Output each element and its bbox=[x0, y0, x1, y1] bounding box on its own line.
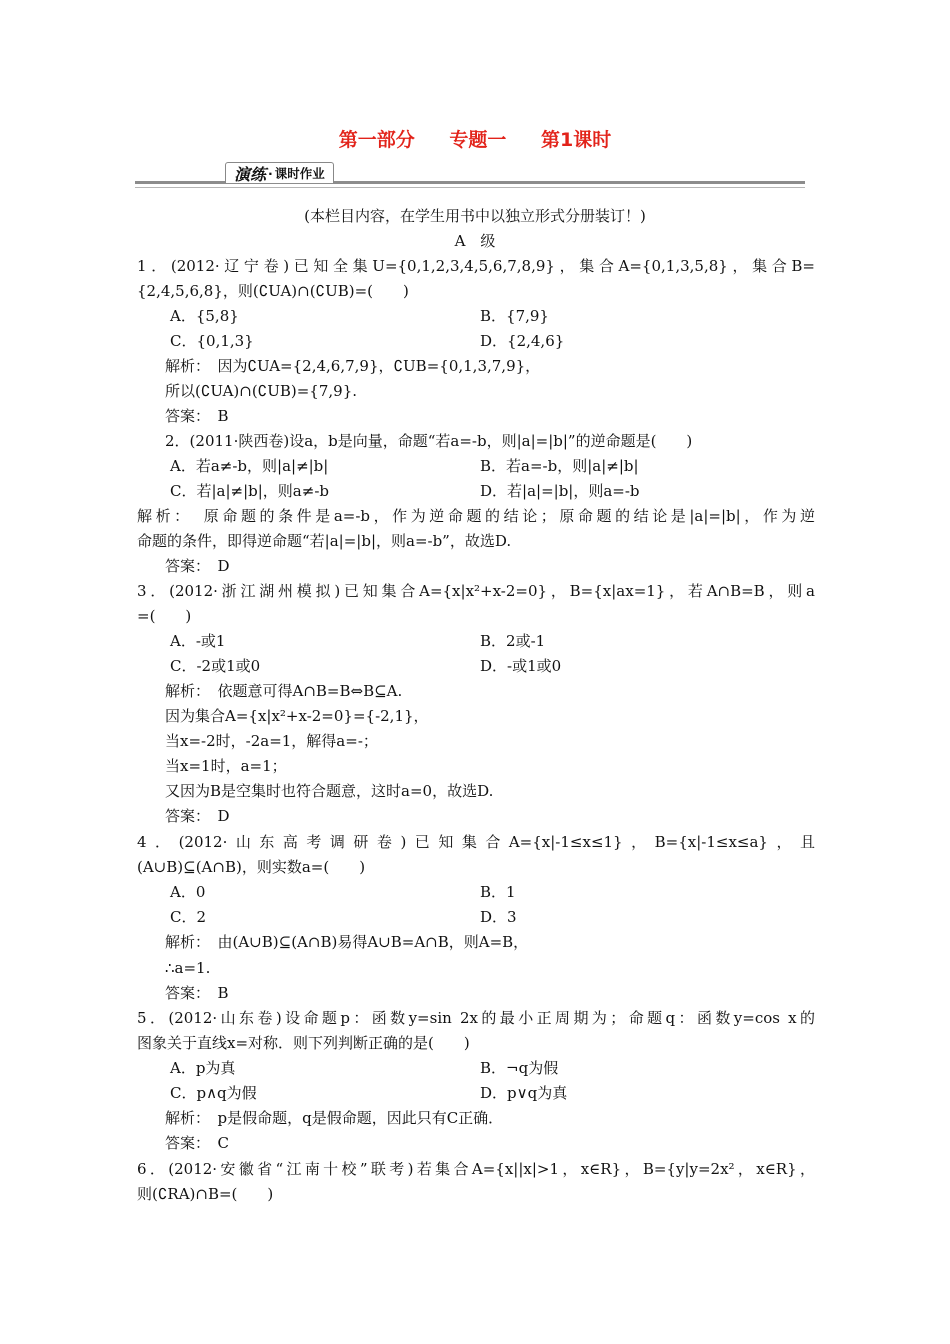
answer-option: C．若|a|≠|b|，则a≠-b bbox=[170, 482, 329, 500]
text-line: 2．(2011·陕西卷)设a，b是向量，命题“若a=-b，则|a|=|b|”的逆命题是( ) bbox=[165, 432, 693, 450]
text-line: 3．(2012·浙江湖州模拟)已知集合A={x|x²+x-2=0}，B={x|ax=1}，若A∩B=B，则a bbox=[137, 582, 815, 600]
text-line: 6．(2012·安徽省“江南十校”联考)若集合A={x||x|>1，x∈R}，B={y|y=2x²，x∈R}， bbox=[137, 1160, 815, 1178]
text-line: 解析： 依题意可得A∩B=B⇔B⊆A. bbox=[165, 682, 403, 700]
text-line: ∴a=1. bbox=[165, 959, 211, 977]
text-line: {2,4,5,6,8}，则(∁UA)∩(∁UB)=( ) bbox=[137, 282, 409, 300]
text-line: 解析： 由(A∪B)⊆(A∩B)易得A∪B=A∩B，则A=B， bbox=[165, 933, 529, 951]
answer-option: C．p∧q为假 bbox=[170, 1084, 257, 1102]
text-line: 又因为B是空集时也符合题意，这时a=0，故选D. bbox=[165, 782, 494, 800]
answer-option: D．-或1或0 bbox=[480, 657, 562, 675]
answer-option: C．2 bbox=[170, 908, 207, 926]
answer-option: B．{7,9} bbox=[480, 307, 549, 325]
text-line: 解析： 因为∁UA={2,4,6,7,9}，∁UB={0,1,3,7,9}， bbox=[165, 357, 541, 375]
answer-option: D．若|a|=|b|，则a=-b bbox=[480, 482, 640, 500]
answer-option: D．3 bbox=[480, 908, 517, 926]
text-line: 答案： B bbox=[165, 407, 229, 425]
binding-note: (本栏目内容，在学生用书中以独立形式分册装订！) bbox=[304, 207, 646, 225]
text-line: 解析： 原命题的条件是a=-b，作为逆命题的结论；原命题的结论是|a|=|b|，作为逆 bbox=[137, 507, 815, 525]
banner-script: 演练 bbox=[234, 164, 267, 184]
answer-option: D．{2,4,6} bbox=[480, 332, 565, 350]
title-part: 第一部分 bbox=[338, 129, 415, 151]
banner-dot: · bbox=[268, 165, 273, 181]
text-line: 答案： C bbox=[165, 1134, 229, 1152]
text-line: (A∪B)⊆(A∩B)，则实数a=( ) bbox=[137, 858, 366, 876]
text-line: 解析： p是假命题，q是假命题，因此只有C正确． bbox=[165, 1109, 504, 1127]
answer-option: A．-或1 bbox=[170, 632, 226, 650]
text-line: 4．(2012·山东高考调研卷)已知集合A={x|-1≤x≤1}，B={x|-1≤x≤a}，且 bbox=[137, 833, 815, 851]
level-heading: A 级 bbox=[454, 232, 496, 250]
text-line: 图象关于直线x=对称．则下列判断正确的是( ) bbox=[137, 1034, 470, 1052]
answer-option: A．0 bbox=[170, 883, 206, 901]
text-line: 答案： B bbox=[165, 984, 229, 1002]
text-line: 则(∁RA)∩B=( ) bbox=[137, 1185, 274, 1203]
answer-option: B．¬q为假 bbox=[480, 1059, 559, 1077]
answer-option: B．若a=-b，则|a|≠|b| bbox=[480, 457, 639, 475]
banner-rule-thin bbox=[135, 187, 805, 188]
text-line: 5．(2012·山东卷)设命题p：函数y=sin 2x的最小正周期为；命题q：函数y=cos x的 bbox=[137, 1009, 815, 1027]
answer-option: A．若a≠-b，则|a|≠|b| bbox=[170, 457, 329, 475]
banner-label: 课时作业 bbox=[274, 166, 325, 181]
answer-option: C．-2或1或0 bbox=[170, 657, 261, 675]
answer-option: A．p为真 bbox=[170, 1059, 236, 1077]
text-line: 当x=1时，a=1； bbox=[165, 757, 287, 775]
answer-option: C．{0,1,3} bbox=[170, 332, 254, 350]
title-lesson: 第1课时 bbox=[541, 129, 612, 151]
text-line: 当x=-2时，-2a=1，解得a=-； bbox=[165, 732, 378, 750]
banner-tab bbox=[225, 162, 334, 183]
text-line: 命题的条件，即得逆命题“若|a|=|b|，则a=-b”，故选D. bbox=[137, 532, 512, 550]
answer-option: B．1 bbox=[480, 883, 516, 901]
text-line: 答案： D bbox=[165, 557, 230, 575]
page-title bbox=[0, 125, 950, 152]
section-banner bbox=[135, 162, 805, 192]
answer-option: B．2或-1 bbox=[480, 632, 546, 650]
title-topic: 专题一 bbox=[449, 129, 507, 151]
answer-option: A．{5,8} bbox=[170, 307, 239, 325]
text-line: 因为集合A={x|x²+x-2=0}={-2,1}， bbox=[165, 707, 429, 725]
text-line: 所以(∁UA)∩(∁UB)={7,9}. bbox=[165, 382, 358, 400]
answer-option: D．p∨q为真 bbox=[480, 1084, 568, 1102]
text-line: 1．(2012·辽宁卷)已知全集U={0,1,2,3,4,5,6,7,8,9}，集合A={0,1,3,5,8}，集合B= bbox=[137, 257, 815, 275]
text-line: 答案： D bbox=[165, 807, 230, 825]
text-line: =( ) bbox=[137, 607, 192, 625]
